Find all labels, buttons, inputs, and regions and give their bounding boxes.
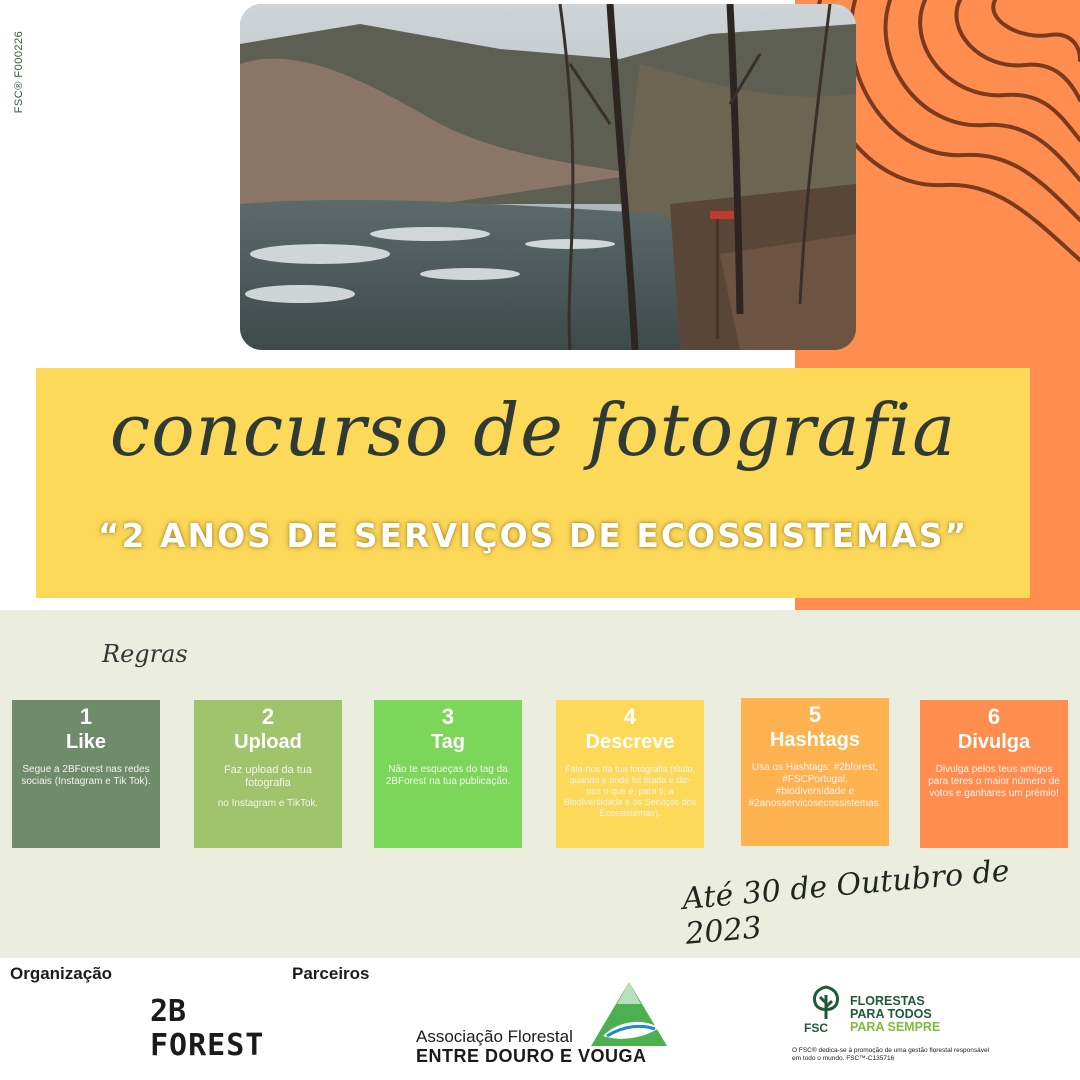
step-number: 2 xyxy=(261,704,275,729)
step-card-hashtags xyxy=(741,698,889,846)
deadline-text: Até 30 de Outubro de 2023 xyxy=(680,853,1011,952)
step-text: Divulga pelos teus amigos para teres o maior número de votos e ganhares um prémio! xyxy=(928,764,1060,799)
step-text: Faz upload da tua fotografia xyxy=(223,764,313,789)
contest-title: concurso de fotografia xyxy=(109,388,957,472)
partner2-line3: PARA SEMPRE xyxy=(850,1020,941,1034)
step-title: Upload xyxy=(234,731,302,753)
partner2-note: O FSC® dedica-se à promoção de uma gestão florestal responsável em todo o mundo. FSC™-C135716 xyxy=(792,1047,989,1062)
contest-subtitle: “2 ANOS DE SERVIÇOS DE ECOSSISTEMAS” xyxy=(97,516,969,555)
step-card-like xyxy=(12,700,160,848)
partner2-line1: FLORESTAS xyxy=(850,994,925,1008)
step-text: Usa os Hashtags: #2bforest, #FSCPortugal, #biodiversidade e #2anosservicosecossistemas. xyxy=(748,762,882,809)
2bforest-logo-line2: FOREST xyxy=(150,1028,265,1063)
step-title: Hashtags xyxy=(769,729,861,751)
step-title: Divulga xyxy=(957,731,1031,753)
partners-label: Parceiros xyxy=(292,964,370,983)
step-text: Não te esqueças do tag da 2BForest na tua publicação. xyxy=(385,764,511,787)
step-text: Fala-nos da tua fotografia (título, quando e onde foi tirada e diz-nos o que é, para ti, a Biodiversidade e os Serviços dos Ecossistemas). xyxy=(563,764,697,818)
fsc-badge-text: FSC xyxy=(804,1021,828,1035)
step-number: 4 xyxy=(623,704,637,729)
organization-label: Organização xyxy=(10,964,113,983)
partner1-line1: Associação Florestal xyxy=(416,1027,573,1046)
step-number: 5 xyxy=(808,702,822,727)
river-forest-photo xyxy=(240,4,856,350)
step-text-2: no Instagram e TikTok. xyxy=(217,798,319,809)
step-text: Segue a 2BForest nas redes sociais (Instagram e Tik Tok). xyxy=(21,764,151,787)
rules-section xyxy=(0,610,1080,958)
associacao-florestal-logo xyxy=(414,980,669,1068)
side-fsc-code-text: FSC® F000226 xyxy=(13,30,25,114)
step-card-upload xyxy=(194,700,342,848)
title-band xyxy=(36,368,1030,598)
step-title: Descreve xyxy=(585,731,675,753)
2bforest-logo xyxy=(150,994,265,1067)
step-card-tag xyxy=(374,700,522,848)
step-number: 6 xyxy=(987,704,1001,729)
rules-label: Regras xyxy=(102,640,188,668)
step-number: 1 xyxy=(79,704,93,729)
step-card-descreve xyxy=(556,700,704,848)
step-title: Tag xyxy=(430,731,466,753)
river-forest-image xyxy=(240,4,856,350)
step-title: Like xyxy=(65,731,107,753)
partner1-line2: ENTRE DOURO E VOUGA xyxy=(416,1046,647,1066)
fsc-logo xyxy=(792,985,992,1073)
partner2-line2: PARA TODOS xyxy=(850,1007,932,1021)
fsc-tree-icon xyxy=(808,985,844,1021)
2bforest-logo-line1: 2B xyxy=(150,994,187,1029)
mountain-leaf-icon xyxy=(589,980,669,1050)
side-fsc-code xyxy=(6,28,26,118)
step-card-divulga xyxy=(920,700,1068,848)
step-number: 3 xyxy=(441,704,455,729)
